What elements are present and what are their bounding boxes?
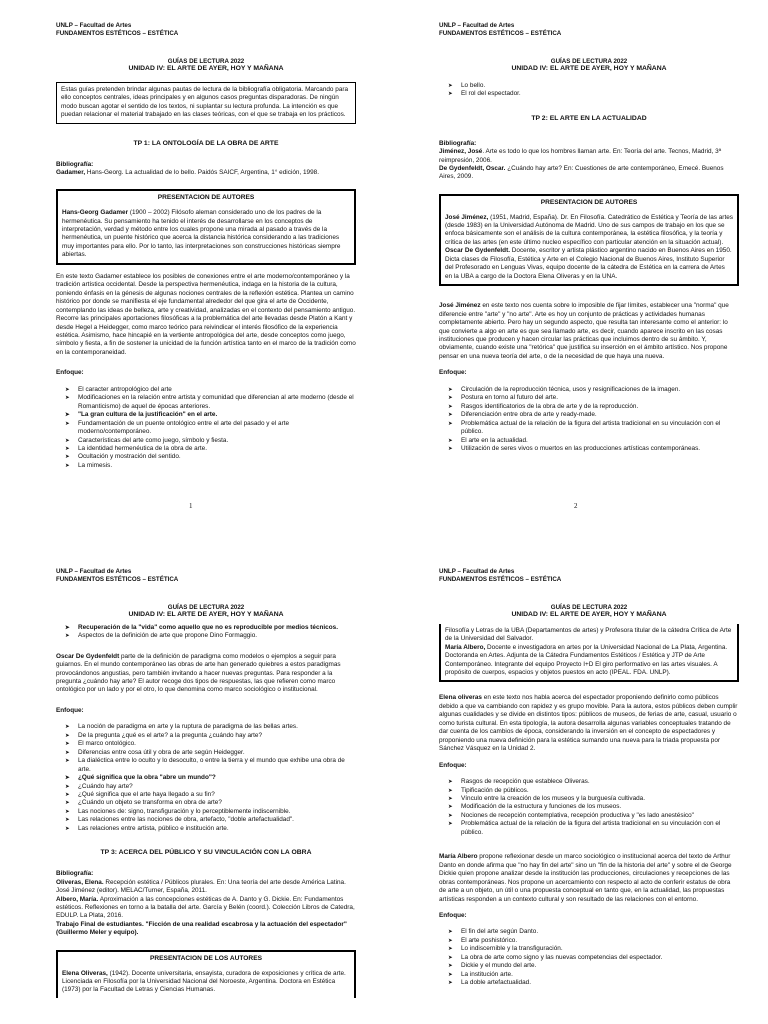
body-text: En este texto Gadamer establece los posibles de conexiones entre el arte moderno/contemporáneo y la tradición artística occidental. Desde la perspectiva hermenéutica, indaga en la historia de la cultura, poniendo énfasis en la génesis de algunas nociones centrales de la reflexión estética. Plantea un camino histórico por donde se manifiesta el eje fundamental alrededor del que gira el arte de Occidente, contemplando las ideas de belleza, arte y creatividad, analizadas en el contexto del pensamiento antiguo. Recorre las principales aportaciones filosóficas a la problemática del arte llevadas desde Platón a Kant y desde Hegel a Heidegger, como marco teórico para reivindicar el interés filosófico de la experiencia estética. Asimismo, hace hincapié en la vertiente antropológica del arte, desde conceptos como juego, símbolo y fiesta, a fin de sostener la unicidad de la función artística tanto en el marco de la tradición como en la contemporaneidad.: [56, 272, 356, 356]
list-item: ➤ Recuperación de la "vida" como aquello que no es reproducible por medios técnicos.: [78, 624, 356, 632]
authors-box-title: PRESENTACION DE LOS AUTORES: [150, 954, 262, 962]
enfoque-label: Enfoque:: [56, 706, 84, 714]
list-item: ➤ El marco ontológico.: [78, 740, 356, 748]
list-item: ➤ Rasgos de recepción que establece Oliveras.: [461, 778, 739, 786]
list-item: ➤ Modificación de la estructura y funciones de los museos.: [461, 803, 739, 811]
body-text: Elena oliveras en este texto nos habla acerca del espectador proponiendo definirlo como públicos debido a que va cambiando con rapidez y es grupo movible. Para la autora, estos públicos deben cumplir algunas cualidades y se divide en distintos tipos: públicos de museos, de ferias de arte, casual, usuario o como turista cultural. En esta tipología, la autora desarrolla algunas variables conceptuales tratando de dar cuenta de los cambios de época, considerando la inversión en el concepto de espectadores y proponiendo una nueva definición para la estética sumando una nueva para la triada propuesta por Sánchez Vásquez en la Unidad 2.: [439, 694, 738, 753]
unit-title: UNIDAD IV: EL ARTE DE AYER, HOY Y MAÑANA: [511, 65, 667, 73]
bibliography-label: Bibliografía:: [56, 870, 94, 878]
list-item: ➤ La identidad hermenéutica de la obra de arte.: [78, 445, 356, 453]
enfoque-label: Enfoque:: [439, 911, 467, 919]
bibliography-entry: Oliveras, Elena. Recepción estética / Públicos plurales. En: Una teoría del arte desde América Latina. José Jiménez (editor). MELAC/Turner, España, 2011.: [56, 878, 346, 895]
guide-title: GUÍAS DE LECTURA 2022: [550, 57, 628, 65]
bibliography-label: Bibliografía:: [56, 160, 94, 168]
list-item: ➤ Tipificación de públicos.: [461, 787, 739, 795]
list-item: ➤ ¿Cuándo hay arte?: [78, 783, 356, 791]
list-item: ➤ El rol del espectador.: [461, 90, 739, 98]
list-item: ➤ El arte poshistórico.: [461, 937, 739, 945]
unit-title: UNIDAD IV: EL ARTE DE AYER, HOY Y MAÑANA: [128, 65, 284, 73]
list-item: ➤ Postura en torno al futuro del arte.: [461, 394, 739, 402]
header-course: FUNDAMENTOS ESTÉTICOS – ESTÉTICA: [439, 29, 562, 37]
list-item: ➤ Modificaciones en la relación entre artista y comunidad que diferencian al arte moderno (desde el Romanticismo) de aquel de épocas anteriores.: [78, 394, 356, 411]
list-item: ➤ Utilización de seres vivos o muertos en las producciones artísticas contemporáneas.: [461, 445, 739, 453]
enfoque-label: Enfoque:: [56, 369, 84, 377]
bibliography-entry: Gadamer, Hans-Georg. La actualidad de lo bello. Paidós SAICF, Argentina, 1° edición, 1998.: [56, 168, 319, 176]
header-institution: UNLP – Facultad de Artes: [56, 568, 132, 575]
list-item: ➤ Las nociones de: signo, transfiguración y lo perceptiblemente indiscernible.: [78, 808, 356, 816]
top-list: [56, 624, 356, 641]
list-item: ➤ La institución arte.: [461, 971, 739, 979]
header-course: FUNDAMENTOS ESTÉTICOS – ESTÉTICA: [439, 575, 562, 583]
enfoque-list: [56, 723, 356, 833]
page-number: 1: [189, 502, 193, 510]
enfoque-label: Enfoque:: [439, 761, 467, 769]
bibliography-entry: Jiménez, José. Arte es todo lo que los hombres llaman arte. En: Teoría del arte. Tecnos, Madrid, 3ª reimpresión, 2006.: [439, 148, 722, 164]
tp1-title: TP 1: LA ONTOLOGÍA DE LA OBRA DE ARTE: [133, 139, 279, 147]
body-text: José Jiménez en este texto nos cuenta sobre lo imposible de fijar límites, establecer una "norma" que diferencie entre "arte" y "no arte". Arte es hoy un conjunto de prácticas y actividades humanas completamente abierto. Pero hay un segundo aspecto, que resulta tan interesante como el anterior: lo que convierte a algo en arte es que sea llamado arte, es decir, cuando aparece inscrito en las cosas instituciones que producen y hacen circular las prácticas que incluimos dentro de su ámbito. Y, obviamente, cuando existe una "retórica" que justifica su inserción en el ámbito artístico. Nos propone pensar en una nueva teoría del arte, o de la necesidad de que haya una nueva.: [439, 302, 729, 360]
list-item: ➤ La obra de arte como signo y las nuevas competencias del espectador.: [461, 954, 739, 962]
tp3-title: TP 3: ACERCA DEL PÚBLICO Y SU VINCULACIÓN CON LA OBRA: [100, 849, 312, 857]
enfoque-list: [439, 386, 739, 454]
list-item: ➤ La dialéctica entre lo oculto y lo desoculto, o entre la tierra y el mundo que exhibe una obra de arte.: [78, 757, 356, 774]
authors-box: [56, 950, 356, 998]
list-item: ➤ La mimesis.: [78, 462, 356, 470]
top-list: [439, 82, 739, 99]
list-item: ➤ "La gran cultura de la justificación" en el arte.: [78, 411, 356, 419]
list-item: ➤ La doble artefactualidad.: [461, 979, 739, 987]
author-bio: María Albero, Docente e investigadora en artes por la Universidad Nacional de La Plata, Argentina. Doctoranda en Artes. Adjunta de la Cátedra Fundamentos Estéticos / Estética y JTP de Arte Contemporáneo. Integrante del equipo Proyecto I+D El giro performativo en las artes visuales. A propósito de cuerpos, espacios y objetos puestos en acto (IPEAL. FDA. UNLP).: [445, 643, 728, 676]
author-bio: Filosofía y Letras de la UBA (Departamentos de artes) y Profesora titular de la cátedra Crítica de Arte de la Universidad del Salvador.: [445, 626, 732, 643]
authors-box-title: PRESENTACION DE AUTORES: [157, 194, 255, 202]
guide-title: GUÍAS DE LECTURA 2022: [550, 603, 628, 611]
bibliography-label: Bibliografía:: [439, 139, 477, 147]
bibliography-entry: Albero, María. Aproximación a las concepciones estéticas de A. Danto y G. Dickie. En: Fundamentos estéticos. Reflexiones en torno a la batalla del arte. García y Belén (coord.). Colección Libros de Catedra, EDULP. La Plata, 2016.: [56, 895, 355, 920]
intro-box: [56, 82, 356, 124]
list-item: ➤ Fundamentación de un puente ontológico entre el arte del pasado y el arte moderno/contemporáneo.: [78, 420, 356, 437]
bibliography-entry: Trabajo Final de estudiantes. "Ficción de una realidad escabrosa y la actuación del espectador" (Guillermo Meler y equipo).: [56, 920, 347, 937]
page-2: [439, 22, 739, 512]
list-item: ➤ ¿Qué significa que la obra "abre un mundo"?: [78, 774, 356, 782]
list-item: ➤ Dickie y el mundo del arte.: [461, 962, 739, 970]
header-course: FUNDAMENTOS ESTÉTICOS – ESTÉTICA: [56, 29, 179, 37]
list-item: ➤ El fin del arte según Danto.: [461, 928, 739, 936]
enfoque-list: [439, 778, 739, 837]
author-bio: José Jiménez, (1951, Madrid, España). Dr. En Filosofía. Catedrático de Estética y Teoría de las artes (desde 1983) en la Universidad Autónoma de Madrid. Uno de sus campos de trabajo en los que se enfoca básicamente son el análisis de la cultura contemporánea, la estética filosófica, y la teoría y crítica de las artes (en este último nucleo específico con particular atención en la situación actual).: [445, 213, 733, 246]
header-institution: UNLP – Facultad de Artes: [56, 22, 132, 29]
authors-box: [56, 189, 356, 264]
authors-box-title: PRESENTACION DE AUTORES: [540, 198, 638, 206]
list-item: ➤ El arte en la actualidad.: [461, 437, 739, 445]
unit-title: UNIDAD IV: EL ARTE DE AYER, HOY Y MAÑANA: [128, 611, 284, 619]
list-item: ➤ Vínculo entre la creación de los museos y la burguesía cultivada.: [461, 795, 739, 803]
authors-box-continued: [439, 624, 739, 683]
author-bio: Hans-Georg Gadamer (1900 – 2002) Filósofo aleman considerado uno de los padres de la hermenéutica. Su pensamiento ha tenido el interés de desarrollarse en los conceptos de interpretación, verdad y método entre los cuales propone una mirada al pasado a través de la hermenéutica, un puente histórico que acerca la distancia histórica considerando a las tradiciones muy importantes para ello. Por lo tanto, las interpretaciones son construcciones históricas siempre abiertas.: [62, 209, 341, 259]
authors-box: [439, 194, 739, 286]
list-item: ➤ Nociones de recepción contemplativa, recepción productiva y "es lado anestésico": [461, 812, 739, 820]
guide-title: GUÍAS DE LECTURA 2022: [167, 603, 245, 611]
list-item: ➤ Lo bello.: [461, 82, 739, 90]
guide-title: GUÍAS DE LECTURA 2022: [167, 57, 245, 65]
body-text: Oscar De Gydenfeldt parte de la definición de paradigma como modelos o ejemplos a seguir para guiarnos. En el mundo contemporáneo las obras de arte han generado quiebres a estos paradigmas provocándonos angustias, pero también invitando a hacer nuevas preguntas. Para responder a la pregunta ¿cuándo hay arte? El autor recoge dos tipos de respuestas, las que refieren como marco ontológico por un lado y por el otro, lo que denomina como marco sociológico o institucional.: [56, 652, 341, 694]
list-item: ➤ Diferenciación entre obra de arte y ready-made.: [461, 411, 739, 419]
list-item: ➤ Rasgos identificatorios de la obra de arte y de la reproducción.: [461, 403, 739, 411]
list-item: ➤ ¿Cuándo un objeto se transforma en obra de arte?: [78, 799, 356, 807]
list-item: ➤ Características del arte como juego, símbolo y fiesta.: [78, 437, 356, 445]
page-1: [56, 22, 356, 512]
page-4: [439, 568, 739, 1024]
author-bio: Elena Oliveras, (1942). Docente universitaria, ensayista, curadora de exposiciones y crítica de arte. Licenciada en Filosofía por la Universidad Nacional del Noroeste, Argentina. Doctora en Estética (1973) por la Facultad de Letras y Ciencias Humanas.: [62, 969, 346, 994]
enfoque-list: [56, 386, 356, 471]
enfoque-label: Enfoque:: [439, 369, 467, 377]
list-item: ➤ Aspectos de la definición de arte que propone Dino Formaggio.: [78, 632, 356, 640]
unit-title: UNIDAD IV: EL ARTE DE AYER, HOY Y MAÑANA: [511, 611, 667, 619]
list-item: ➤ Problemática actual de la relación de la figura del artista tradicional en su vinculación con el público.: [461, 820, 739, 837]
list-item: ➤ Lo indiscernible y la transfiguración.: [461, 945, 739, 953]
list-item: ➤ ¿Qué significa que el arte haya llegado a su fin?: [78, 791, 356, 799]
author-bio: Oscar De Gydenfeldt. Docente, escritor y artista plástico argentino nacido en Buenos Aires en 1950. Dicta clases de Filosofía, Estética y Arte en el Colegio Nacional de Buenos Aires, Instituto Superior del Profesorado en Lenguas Vivas, equipo docente de la cátedra de Estética en la carrera de Artes en la UBA a cargo de la Doctora Elena Oliveras y en la UNA.: [445, 247, 732, 280]
list-item: ➤ El caracter antropológico del arte: [78, 386, 356, 394]
page-3: [56, 568, 356, 1024]
list-item: ➤ Problemática actual de la relación de la figura del artista tradicional en su vinculación con el público.: [461, 420, 739, 437]
list-item: ➤ Ocultación y mostración del sentido.: [78, 453, 356, 461]
list-item: ➤ La noción de paradigma en arte y la ruptura de paradigma de las bellas artes.: [78, 723, 356, 731]
header-institution: UNLP – Facultad de Artes: [439, 568, 515, 575]
bibliography-entry: De Gydenfeldt, Oscar. ¿Cuándo hay arte? En: Cuestiones de arte contemporáneo, Emecé. Buenos Aires, 2009.: [439, 164, 724, 181]
list-item: ➤ De la pregunta ¿qué es el arte? a la pregunta ¿cuándo hay arte?: [78, 732, 356, 740]
list-item: ➤ Diferencias entre cosa útil y obra de arte según Heidegger.: [78, 749, 356, 757]
header-institution: UNLP – Facultad de Artes: [439, 22, 515, 29]
body-text: María Albero propone reflexionar desde un marco sociológico o institucional acerca del texto de Arthur Danto en donde afirma que "no hay fin del arte" sino un "fin de la historia del arte" y sobre el de George Dickie quien propone analizar desde la institución las producciones, circulaciones y recepciones de las obras contemporáneas. Nos propone un acercamiento con respecto al acto de conferir estatus de obra de arte a un objeto, un útil o una propuesta conceptual en tanto que, en la actualidad, las propuestas artísticas responden a un contexto cultural y son resultado de las relaciones con el entorno.: [439, 853, 732, 903]
tp2-title: TP 2: EL ARTE EN LA ACTUALIDAD: [531, 114, 647, 122]
enfoque-list: [439, 928, 739, 987]
intro-text: Estas guías pretenden brindar algunas pautas de lectura de la bibliografía obligatoria. Marcando para ello conceptos centrales, ideas principales y en algunos casos preguntas disparadoras. De ningún modo buscan agotar el sentido de los textos, ni suplantar su lectura profunda. La intención es que puedan relacionar el material trabajado en las clases teóricas, con el que se trabaja en los prácticos.: [61, 85, 349, 119]
header-course: FUNDAMENTOS ESTÉTICOS – ESTÉTICA: [56, 575, 179, 583]
page-number: 2: [574, 502, 578, 510]
list-item: ➤ Las relaciones entre las nociones de obra, artefacto, "doble artefactualidad".: [78, 816, 356, 824]
list-item: ➤ Las relaciones entre artista, público e institución arte.: [78, 825, 356, 833]
list-item: ➤ Circulación de la reproducción técnica, usos y resignificaciones de la imagen.: [461, 386, 739, 394]
